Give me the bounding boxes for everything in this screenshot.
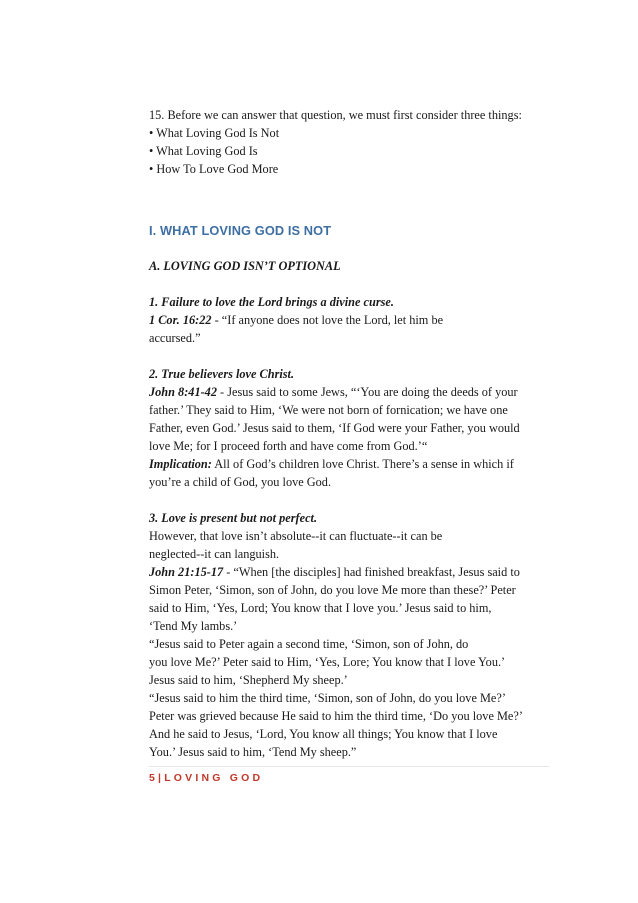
page-number: 5 bbox=[149, 772, 159, 784]
scripture-line: Jesus said to him, ‘Shepherd My sheep.’ bbox=[149, 673, 348, 687]
implication-line-2: you’re a child of God, you love God. bbox=[149, 475, 332, 489]
bullet-item: • What Loving God Is bbox=[149, 144, 258, 158]
scripture-line: “Jesus said to him the third time, ‘Simon, son of John, do you love Me?’ bbox=[149, 691, 506, 705]
implication-line bbox=[149, 455, 549, 473]
scripture-line: ‘Tend My lambs.’ bbox=[149, 619, 238, 633]
document-body bbox=[149, 106, 549, 761]
point-2-title: 2. True believers love Christ. bbox=[149, 367, 295, 381]
scripture-line: Peter was grieved because He said to him the third time, ‘Do you love Me?’ bbox=[149, 709, 523, 723]
point-2-line-1 bbox=[149, 383, 549, 401]
page-footer bbox=[149, 766, 549, 784]
point-3-line-1: However, that love isn’t absolute--it can fluctuate--it can be bbox=[149, 529, 443, 543]
point-3-title: 3. Love is present but not perfect. bbox=[149, 511, 318, 525]
point-3-line-2: neglected--it can languish. bbox=[149, 547, 280, 561]
point-3-ref-line bbox=[149, 563, 549, 581]
section-heading: I. WHAT LOVING GOD IS NOT bbox=[149, 223, 332, 238]
point-2-line-4: love Me; for I proceed forth and have come from God.’“ bbox=[149, 439, 428, 453]
scripture-line: said to Him, ‘Yes, Lord; You know that I love you.’ Jesus said to him, bbox=[149, 601, 492, 615]
scripture-text: - “When [the disciples] had finished breakfast, Jesus said to bbox=[223, 565, 520, 579]
footer-separator: | bbox=[158, 772, 165, 784]
scripture-line: you love Me?’ Peter said to Him, ‘Yes, Lore; You know that I love You.’ bbox=[149, 655, 506, 669]
point-2-line-2: father.’ They said to Him, ‘We were not born of fornication; we have one bbox=[149, 403, 508, 417]
point-1-line-2: accursed.” bbox=[149, 331, 201, 345]
bullet-item: • How To Love God More bbox=[149, 162, 279, 176]
point-1-title: 1. Failure to love the Lord brings a divine curse. bbox=[149, 295, 394, 309]
scripture-ref: 1 Cor. 16:22 bbox=[149, 313, 212, 327]
intro-line: 15. Before we can answer that question, we must first consider three things: bbox=[149, 108, 522, 122]
scripture-line: Simon Peter, ‘Simon, son of John, do you love Me more than these?’ Peter bbox=[149, 583, 516, 597]
scripture-ref: John 21:15-17 bbox=[149, 565, 224, 579]
scripture-line: “Jesus said to Peter again a second time, ‘Simon, son of John, do bbox=[149, 637, 469, 651]
point-1-line-1 bbox=[149, 311, 549, 329]
scripture-line: And he said to Jesus, ‘Lord, You know all things; You know that I love bbox=[149, 727, 498, 741]
scripture-line: You.’ Jesus said to him, ‘Tend My sheep.” bbox=[149, 745, 357, 759]
bullet-item: • What Loving God Is Not bbox=[149, 126, 280, 140]
scripture-ref: John 8:41-42 bbox=[149, 385, 217, 399]
implication-label: Implication: bbox=[149, 457, 212, 471]
subsection-heading: A. LOVING GOD ISN’T OPTIONAL bbox=[149, 259, 341, 273]
point-2-line-3: Father, even God.’ Jesus said to them, ‘If God were your Father, you would bbox=[149, 421, 520, 435]
scripture-text: - Jesus said to some Jews, “‘You are doing the deeds of your bbox=[216, 385, 518, 399]
footer-title: LOVING GOD bbox=[164, 772, 264, 784]
scripture-text: - “If anyone does not love the Lord, let him be bbox=[211, 313, 444, 327]
implication-text: All of God’s children love Christ. There’s a sense in which if bbox=[211, 457, 514, 471]
